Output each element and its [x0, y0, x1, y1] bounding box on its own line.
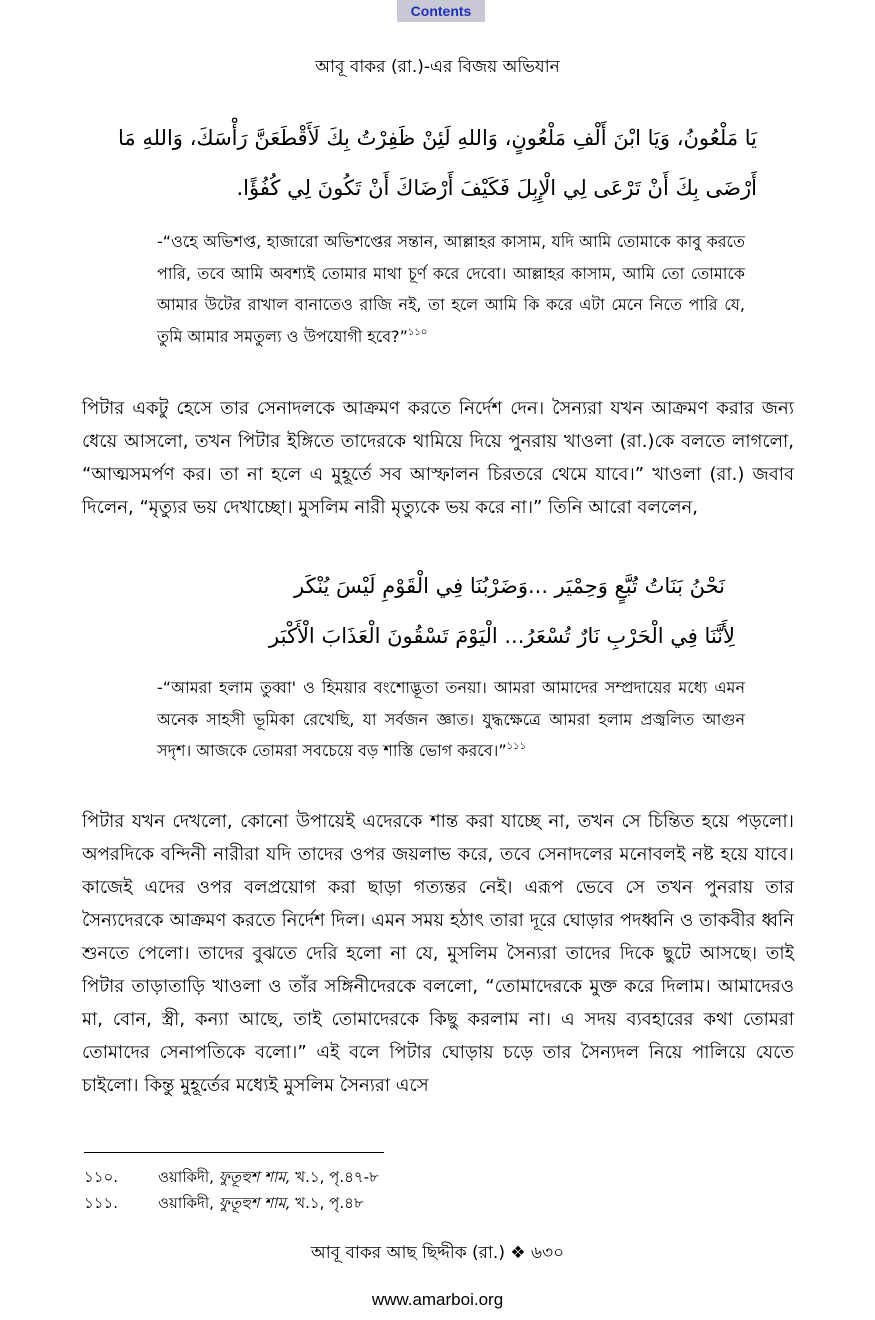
footnote-ref: খ.১, পৃ.৪৮	[290, 1194, 364, 1212]
translation-quote-2	[157, 672, 745, 767]
footnote-divider	[84, 1152, 384, 1153]
footnote-title: ফুতূহুশ শাম,	[218, 1194, 291, 1212]
footnote-number: ১১০.	[84, 1168, 118, 1186]
quote-text: -“আমরা হলাম তুব্বা' ও হিময়ার বংশোদ্ভূতা তনয়া। আমরা আমাদের সম্প্রদায়ের মধ্যে এমন অনেক সাহসী ভূমিকা রেখেছি, যা সর্বজন জ্ঞাত। যুদ্ধক্ষেত্রে আমরা হলাম প্রজ্বলিত আগুন সদৃশ। আজকে তোমরা সবচেয়ে বড় শাস্তি ভোগ করবে।”	[157, 678, 745, 760]
paragraph-1: পিটার একটু হেসে তার সেনাদলকে আক্রমণ করতে নির্দেশ দেন। সৈন্যরা যখন আক্রমণ করার জন্য ধেয়ে আসলো, তখন পিটার ইঙ্গিতে তাদেরকে থামিয়ে দিয়ে পুনরায় খাওলা (রা.)কে বলতে লাগলো, “আত্মসমর্পণ কর। তা না হলে এ মুহূর্তে সব আস্ফালন চিরতরে থেমে যাবে।” খাওলা (রা.) জবাব দিলেন, “মৃত্যুর ভয় দেখাচ্ছো। মুসলিম নারী মৃত্যুকে ভয় করে না।” তিনি আরো বললেন,	[82, 398, 794, 518]
footnote-author: ওয়াকিদী,	[158, 1194, 219, 1212]
footnote-title: ফুতূহুশ শাম,	[218, 1168, 291, 1186]
footnote-111	[84, 1192, 364, 1217]
website-link[interactable]: www.amarboi.org	[371, 1290, 504, 1309]
translation-quote-1	[157, 226, 745, 352]
arabic-verse-2-line-2: لِأَنَّنَا فِي الْحَرْبِ نَارٌ تُسْعَرُ... الْيَوْمَ تَسْقُونَ الْعَذَابَ الْأَكْبَر	[269, 624, 735, 648]
running-title: আবূ বাকর (রা.)-এর বিজয় অভিযান	[315, 57, 560, 77]
footnote-ref-111[interactable]: ১১১	[506, 741, 527, 752]
arabic-verse-2-line-1: نَحْنُ بَنَاتُ تُبَّعٍ وَحِمْيَر ...وَضَرْبُنَا فِي الْقَوْمِ لَيْسَ يُنْكَر	[294, 574, 725, 598]
page-footer: আবূ বাকর আছ ছিদ্দীক (রা.) ❖ ৬৩০	[310, 1243, 565, 1263]
paragraph-2: পিটার যখন দেখলো, কোনো উপায়েই এদেরকে শান্ত করা যাচ্ছে না, তখন সে চিন্তিত হয়ে পড়লো। অপরদিকে বন্দিনী নারীরা যদি তাদের ওপর জয়লাভ করে, তবে সেনাদলের মনোবলই নষ্ট হয়ে যাবে। কাজেই এদের ওপর বলপ্রয়োগ করা ছাড়া গত্যন্তর নেই। এরূপ ভেবে সে তখন পুনরায় তার সৈন্যদেরকে আক্রমণ করতে নির্দেশ দিল। এমন সময় হঠাৎ তারা দূরে ঘোড়ার পদধ্বনি ও তাকবীর ধ্বনি শুনতে পেলো। তাদের বুঝতে দেরি হলো না যে, মুসলিম সৈন্যরা তাদের দিকে ছুটে আসছে। তাই পিটার তাড়াতাড়ি খাওলা ও তাঁর সঙ্গিনীদেরকে বললো, “তোমাদেরকে মুক্ত করে দিলাম। আমাদেরও মা, বোন, স্ত্রী, কন্যা আছে, তাই তোমাদেরকে কিছু করলাম না। এ সদয় ব্যবহারের কথা তোমরা তোমাদের সেনাপতিকে বলো।” এই বলে পিটার ঘোড়ায় চড়ে তার সৈন্যদল নিয়ে পালিয়ে যেতে চাইলো। কিন্তু মুহূর্তের মধ্যেই মুসলিম সৈন্যরা এসে	[82, 811, 794, 1096]
contents-button[interactable]: Contents	[397, 0, 485, 22]
footnote-ref: খ.১, পৃ.৪৭-৮	[290, 1168, 379, 1186]
footnote-110	[84, 1166, 379, 1191]
arabic-verse-1-line-2: أَرْضَى بِكَ أَنْ تَرْعَى لِي الْإِبِلَ فَكَيْفَ أَرْضَاكَ أَنْ تَكُونَ لِي كُفُؤًا.	[236, 176, 757, 200]
footnote-ref-110[interactable]: ১১০	[407, 326, 428, 338]
footnote-number: ১১১.	[84, 1194, 118, 1212]
arabic-verse-1-line-1: يَا مَلْعُونُ، وَيَا ابْنَ أَلْفِ مَلْعُونٍ، وَاللهِ لَئِنْ ظَفِرْتُ بِكَ لَأَقْطَعَنَّ رَأْسَكَ، وَاللهِ مَا	[118, 126, 757, 150]
quote-text: -“ওহে অভিশপ্ত, হাজারো অভিশপ্তের সন্তান, আল্লাহর কাসাম, যদি আমি তোমাকে কাবু করতে পারি, তবে আমি অবশ্যই তোমার মাথা চূর্ণ করে দেবো। আল্লাহর কাসাম, আমি তো তোমাকে আমার উটের রাখাল বানাতেও রাজি নই, তা হলে আমি কি করে এটা মেনে নিতে পারি যে, তুমি আমার সমতুল্য ও উপযোগী হবে?”	[157, 232, 745, 346]
footnote-author: ওয়াকিদী,	[158, 1168, 219, 1186]
